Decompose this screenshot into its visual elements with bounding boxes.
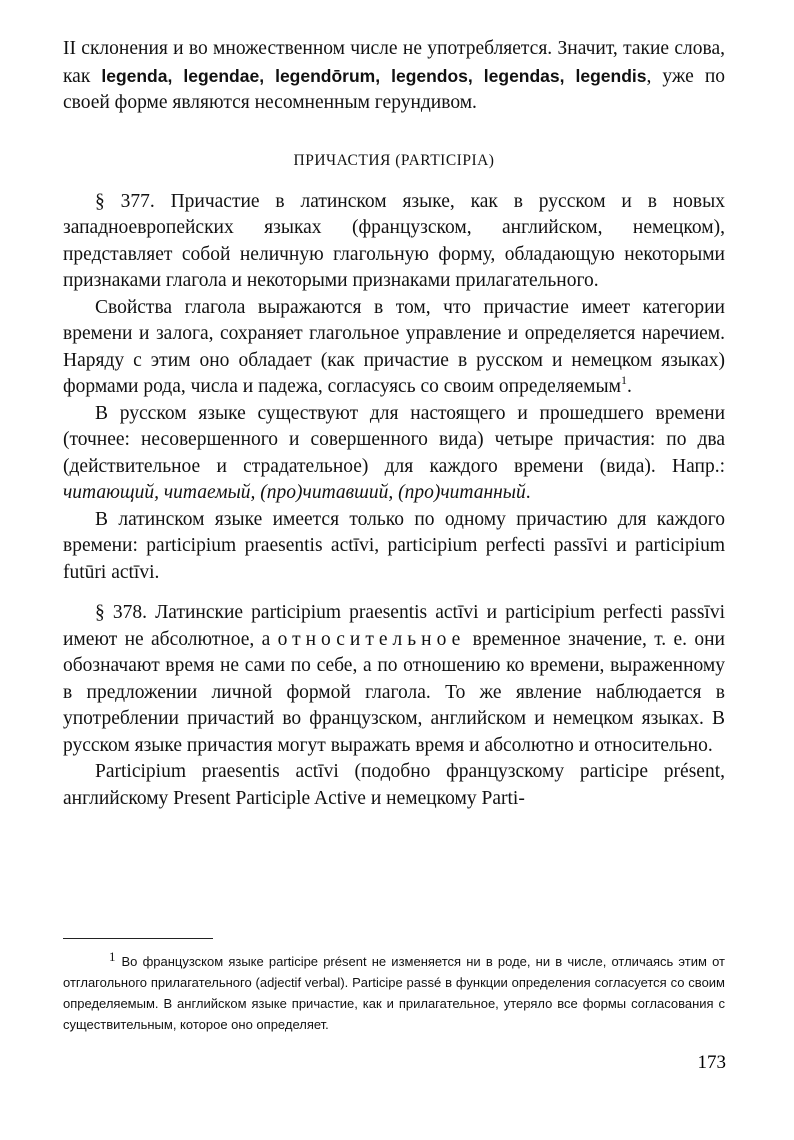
- intro-text-end: , уже по своей форме являются несомненным герундивом.: [63, 65, 726, 113]
- p378-spaced-word: относительное: [277, 628, 466, 650]
- intro-terms: legenda, legendae, legendōrum, legendos, legendas, legendis: [101, 65, 647, 86]
- footnote-reference[interactable]: 1: [620, 373, 627, 387]
- properties-text: Свойства глагола выражаются в том, что причастие имеет категории времени и залога, сохраняет глагольное управление и определяется наречием. Наряду с этим оно обладает (как причастие в русском и немецком языках) формами рода, числа и падежа, согласуясь со своим определяемым: [63, 296, 725, 397]
- page-number: 173: [697, 1052, 726, 1073]
- footnote-divider: [63, 938, 213, 939]
- paragraph-latin: В латинском языке имеется только по одному причастию для каждого времени: participium praesentis actīvi, participium perfecti passīvi и participium futūri actīvi.: [63, 508, 725, 583]
- footnote-mark: 1: [109, 949, 116, 964]
- paragraph-properties: [63, 295, 725, 401]
- section-heading: ПРИЧАСТИЯ (PARTICIPIA): [293, 151, 495, 169]
- footnote: [63, 946, 725, 1035]
- intro-text: II склонения и во множественном числе не употребляется. Значит, такие слова, как: [63, 38, 725, 87]
- russian-text-end: .: [525, 482, 531, 503]
- properties-text-end: .: [626, 376, 632, 397]
- paragraph-378: [63, 600, 725, 759]
- russian-text: В русском языке существуют для настоящего и прошедшего времени (точнее: несовершенного и совершенного вида) четыре причастия: по два (действительное и страдательное) для каждого времени (вида). Напр.:: [63, 402, 725, 477]
- paragraph-russian: [63, 401, 725, 507]
- paragraph-last: Participium praesentis actīvi (подобно французскому participe présent, английскому Present Participle Active и немецкому Parti-: [63, 761, 725, 809]
- footnote-text: Во французском языке participe présent не изменяется ни в роде, ни в числе, отличаясь этим от отглагольного прилагательного (adjectif verbal). Participe passé в функции определения согласуется со своим определяемым. В английском языке причастие, как и прилагательное, утеряло все формы согласования с существительным, которое оно определяет.: [63, 954, 725, 1032]
- p378-text-end: временное значение, т. е. они обозначают время не сами по себе, а по отношению ко времени, выраженному в предложении личной формой глагола. То же явление наблюдается в употреблении причастий во французском, английском и немецком языках. В русском языке причастия могут выражать время и абсолютно и относительно.: [63, 628, 725, 756]
- intro-paragraph: [63, 36, 725, 117]
- page-body: [63, 36, 725, 812]
- russian-examples: читающий, читаемый, (про)читавший, (про)читанный: [63, 482, 526, 503]
- paragraph-377: § 377. Причастие в латинском языке, как в русском и в новых западноевропейских языках (французском, английском, немецком), представляет собой неличную глагольную форму, обладающую некоторыми признаками глагола и некоторыми признаками прилагательного.: [63, 190, 725, 291]
- p378-text: § 378. Латинские participium praesentis actīvi и participium perfecti passīvi имеют не абсолютное, а: [63, 602, 725, 650]
